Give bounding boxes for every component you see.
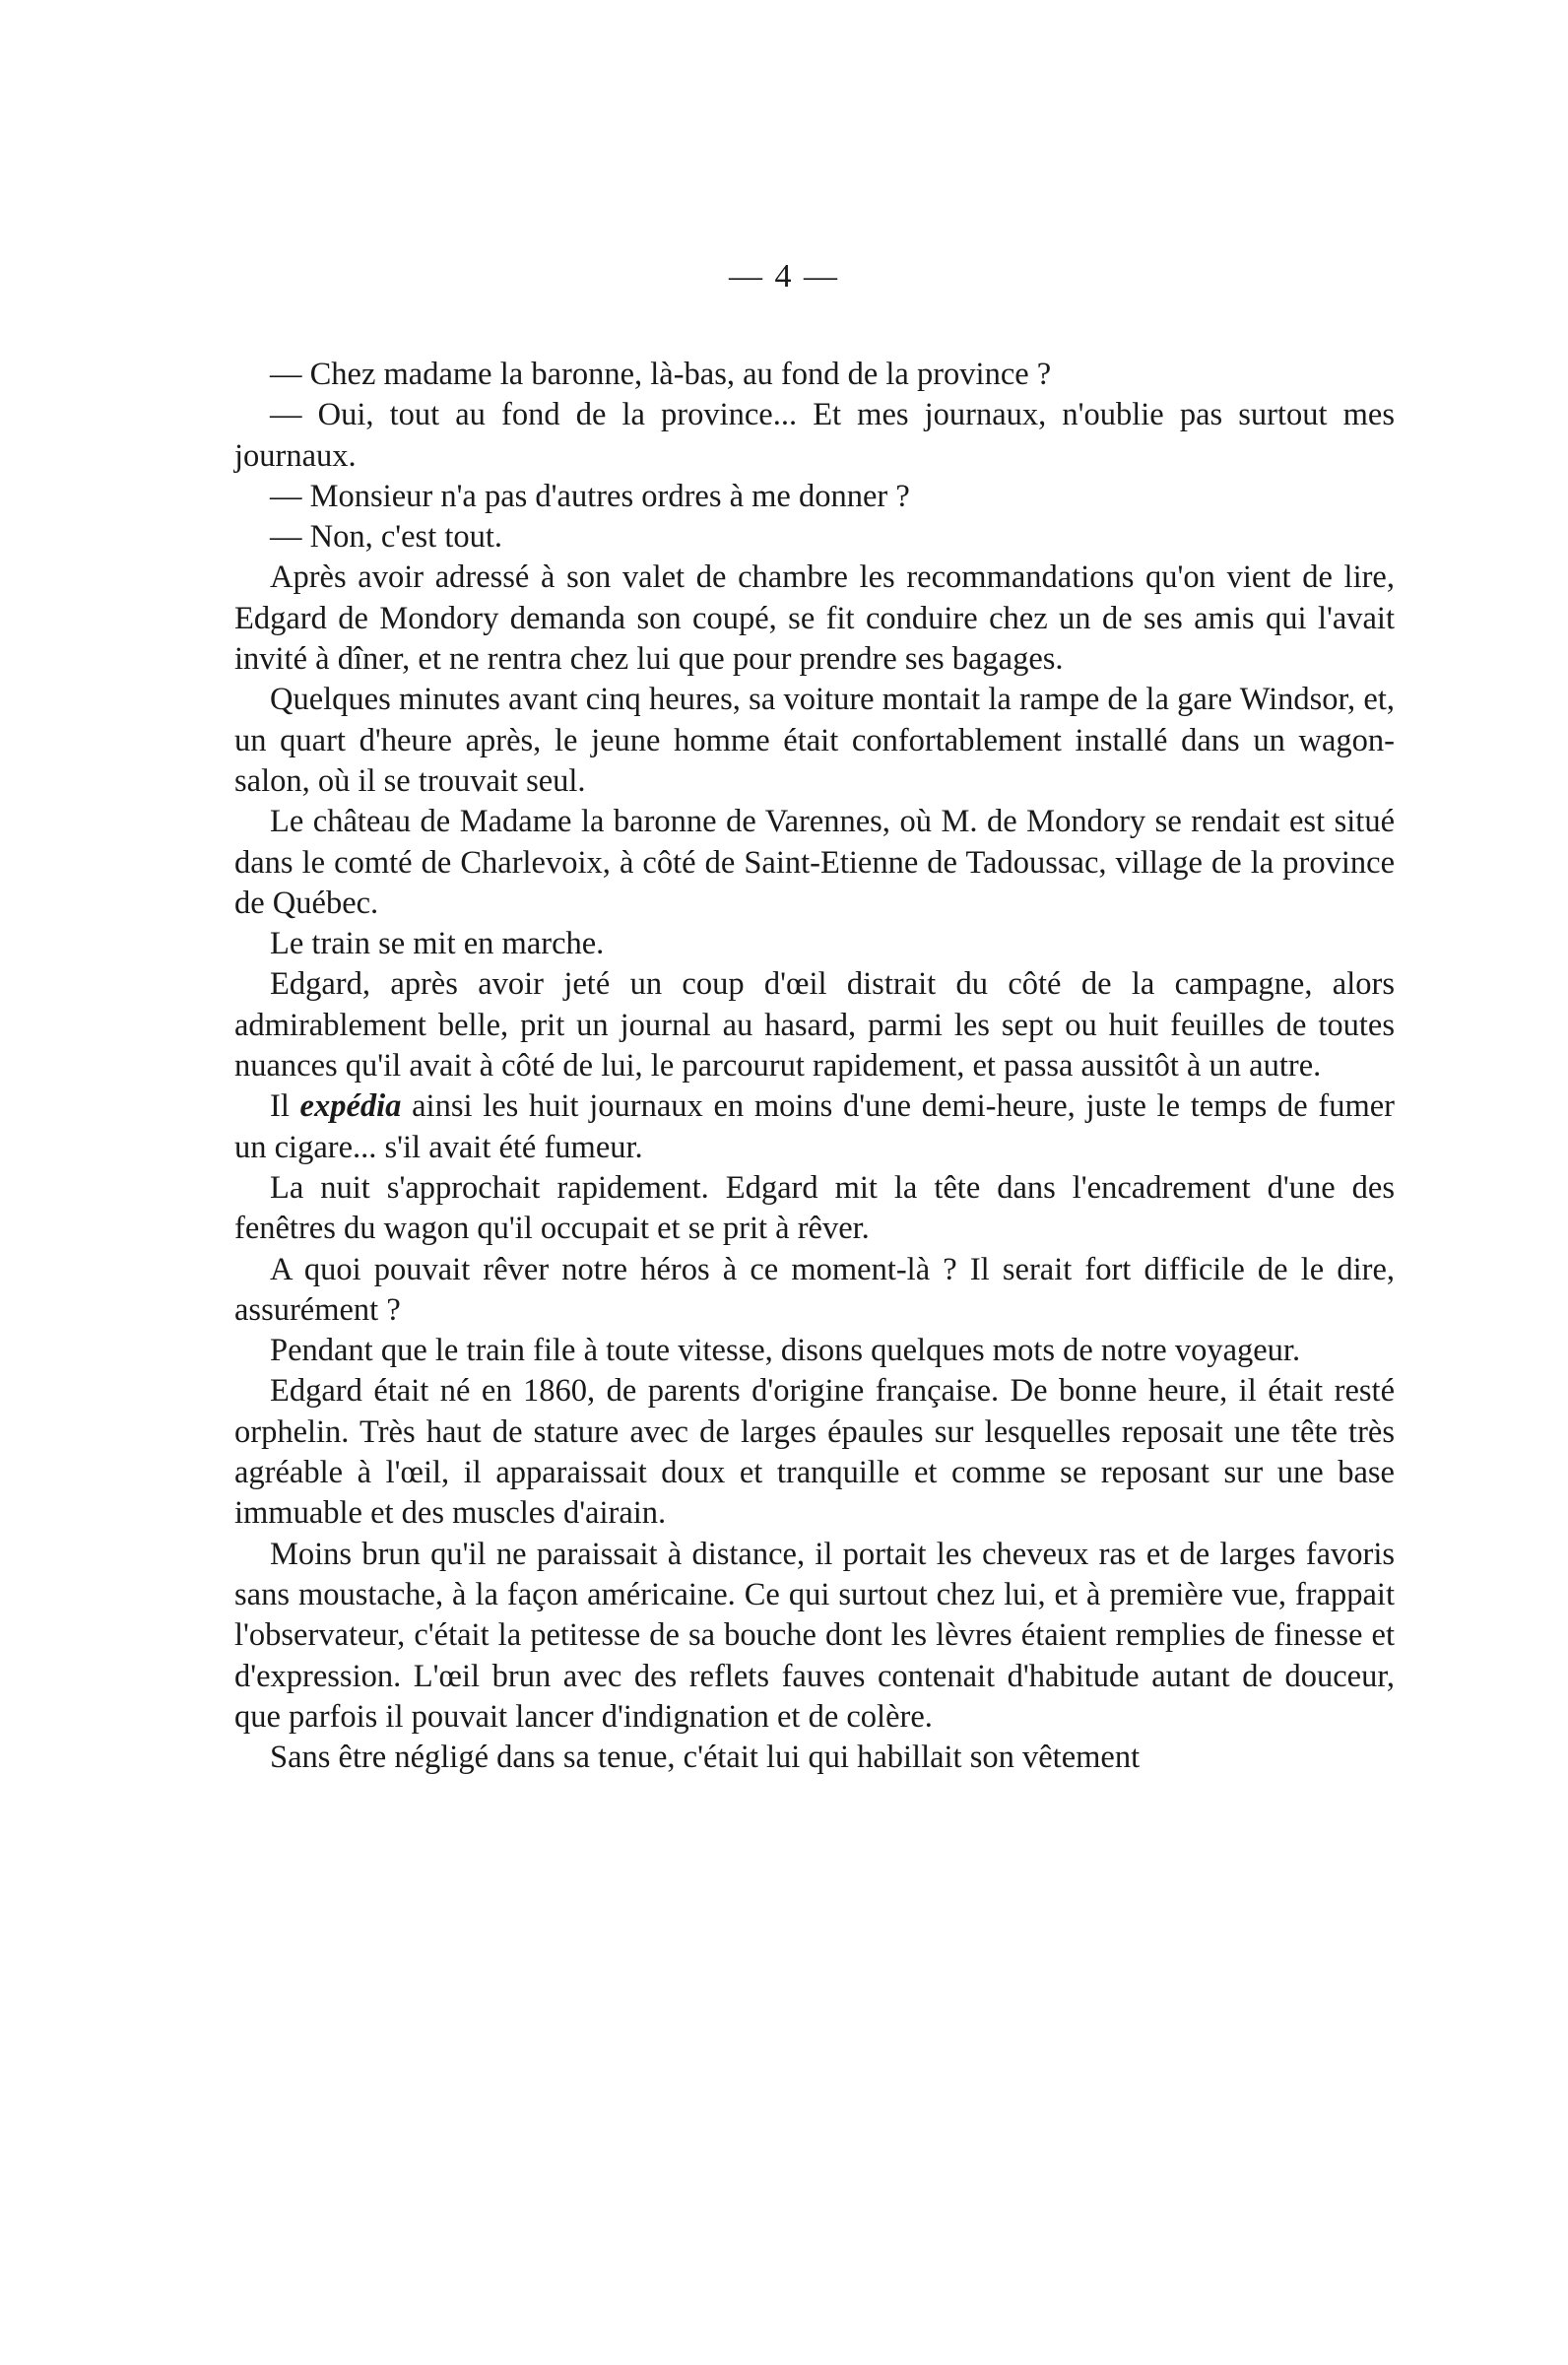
paragraph-expedia xyxy=(234,1086,1395,1168)
page-number: — 4 — xyxy=(729,258,839,295)
paragraph-dream: A quoi pouvait rêver notre héros à ce moment-là ? Il serait fort difficile de le dire, assurément ? xyxy=(234,1251,1395,1328)
expedia-after: ainsi les huit journaux en moins d'une demi-heure, juste le temps de fumer un cigare... s'il avait été fumeur. xyxy=(234,1088,1395,1165)
body-text xyxy=(234,355,1395,1778)
paragraph-dialogue-3: — Monsieur n'a pas d'autres ordres à me donner ? xyxy=(270,478,910,514)
paragraph-dialogue-4: — Non, c'est tout. xyxy=(270,519,503,556)
paragraph-chateau: Le château de Madame la baronne de Varennes, où M. de Mondory se rendait est situé dans le comté de Charlevoix, à côté de Saint-Etienne de Tadoussac, village de la province de Québec. xyxy=(234,804,1395,921)
expedia-before: Il xyxy=(270,1088,300,1125)
paragraph-newspapers: Edgard, après avoir jeté un coup d'œil distrait du côté de la campagne, alors admirablement belle, prit un journal au hasard, parmi les sept ou huit feuilles de toutes nuances qu'il avait à côté de lui, le parcourut rapidement, et passa aussitôt à un autre. xyxy=(234,966,1395,1084)
paragraph-biography: Edgard était né en 1860, de parents d'origine française. De bonne heure, il était resté orphelin. Très haut de stature avec de larges épaules sur lesquelles reposait une tête très agréable à l'œil, il apparaissait doux et tranquille et comme se reposant sur une base immuable et des muscles d'airain. xyxy=(234,1373,1395,1532)
paragraph-appearance: Moins brun qu'il ne paraissait à distance, il portait les cheveux ras et de larges favoris sans moustache, à la façon américaine. Ce qui surtout chez lui, et à première vue, frappait l'observateur, c'était la petitesse de sa bouche dont les lèvres étaient remplies de finesse et d'expression. L'œil brun avec des reflets fauves contenait d'habitude autant de douceur, que parfois il pouvait lancer d'indignation et de colère. xyxy=(234,1536,1395,1735)
paragraph-station: Quelques minutes avant cinq heures, sa voiture montait la rampe de la gare Windsor, et, un quart d'heure après, le jeune homme était confortablement installé dans un wagon-salon, où il se trouvait seul. xyxy=(234,682,1395,799)
paragraph-clothing: Sans être négligé dans sa tenue, c'était lui qui habillait son vêtement xyxy=(270,1740,1141,1776)
paragraph-night: La nuit s'approchait rapidement. Edgard mit la tête dans l'encadrement d'une des fenêtres du wagon qu'il occupait et se prit à rêver. xyxy=(234,1169,1395,1247)
paragraph-train-start: Le train se mit en marche. xyxy=(270,926,605,962)
expedia-emphasis: expédia xyxy=(299,1088,402,1125)
paragraph-traveler: Pendant que le train file à toute vitesse, disons quelques mots de notre voyageur. xyxy=(270,1333,1301,1369)
paragraph-dialogue-1: — Chez madame la baronne, là-bas, au fond de la province ? xyxy=(270,357,1052,392)
paragraph-dialogue-2: — Oui, tout au fond de la province... Et mes journaux, n'oublie pas surtout mes journaux. xyxy=(234,397,1395,474)
paragraph-departure: Après avoir adressé à son valet de chambre les recommandations qu'on vient de lire, Edgard de Mondory demanda son coupé, se fit conduire chez un de ses amis qui l'avait invité à dîner, et ne rentra chez lui que pour prendre ses bagages. xyxy=(234,559,1395,678)
